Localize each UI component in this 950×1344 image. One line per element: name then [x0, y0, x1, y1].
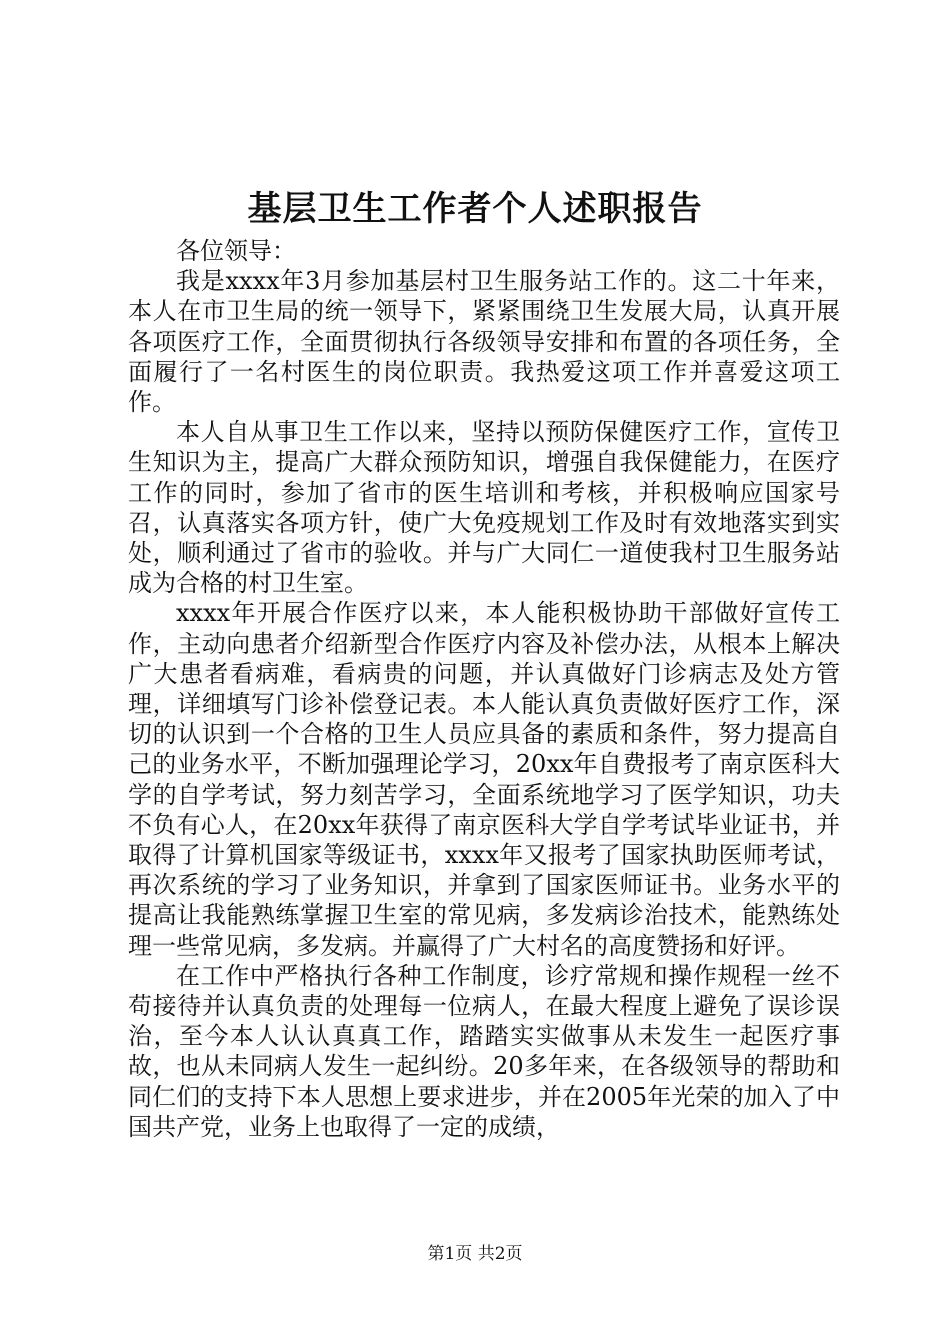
paragraph-4: 在工作中严格执行各种工作制度，诊疗常规和操作规程一丝不苟接待并认真负责的处理每一位病人，在最大程度上避免了误诊误治，至今本人认认真真工作，踏踏实实做事从未发生一起医疗事故，也从未同病人发生一起纠纷。20多年来，在各级领导的帮助和同仁们的支持下本人思想上要求进步，并在2005年光荣的加入了中国共产党，业务上也取得了一定的成绩，: [128, 961, 840, 1141]
document-body: [128, 236, 840, 1142]
paragraph-2: 本人自从事卫生工作以来，坚持以预防保健医疗工作，宣传卫生知识为主，提高广大群众预防知识，增强自我保健能力，在医疗工作的同时，参加了省市的医生培训和考核，并积极响应国家号召，认真落实各项方针，使广大免疫规划工作及时有效地落实到实处，顺利通过了省市的验收。并与广大同仁一道使我村卫生服务站成为合格的村卫生室。: [128, 418, 840, 598]
document-title: 基层卫生工作者个人述职报告: [247, 189, 703, 229]
paragraph-3: xxxx年开展合作医疗以来，本人能积极协助干部做好宣传工作，主动向患者介绍新型合作医疗内容及补偿办法，从根本上解决广大患者看病难，看病贵的问题，并认真做好门诊病志及处方管理，详细填写门诊补偿登记表。本人能认真负责做好医疗工作，深切的认识到一个合格的卫生人员应具备的素质和条件，努力提高自己的业务水平，不断加强理论学习，20xx年自费报考了南京医科大学的自学考试，努力刻苦学习，全面系统地学习了医学知识，功夫不负有心人，在20xx年获得了南京医科大学自学考试毕业证书，并取得了计算机国家等级证书，xxxx年又报考了国家执助医师考试，再次系统的学习了业务知识，并拿到了国家医师证书。业务水平的提高让我能熟练掌握卫生室的常见病，多发病诊治技术，能熟练处理一些常见病，多发病。并赢得了广大村名的高度赞扬和好评。: [128, 599, 840, 960]
paragraph-1: 我是xxxx年3月参加基层村卫生服务站工作的。这二十年来，本人在市卫生局的统一领导下，紧紧围绕卫生发展大局，认真开展各项医疗工作，全面贯彻执行各级领导安排和布置的各项任务，全面履行了一名村医生的岗位职责。我热爱这项工作并喜爱这项工作。: [128, 267, 840, 417]
salutation: 各位领导：: [176, 237, 296, 265]
page-number-footer: 第1页 共2页: [427, 1244, 523, 1264]
